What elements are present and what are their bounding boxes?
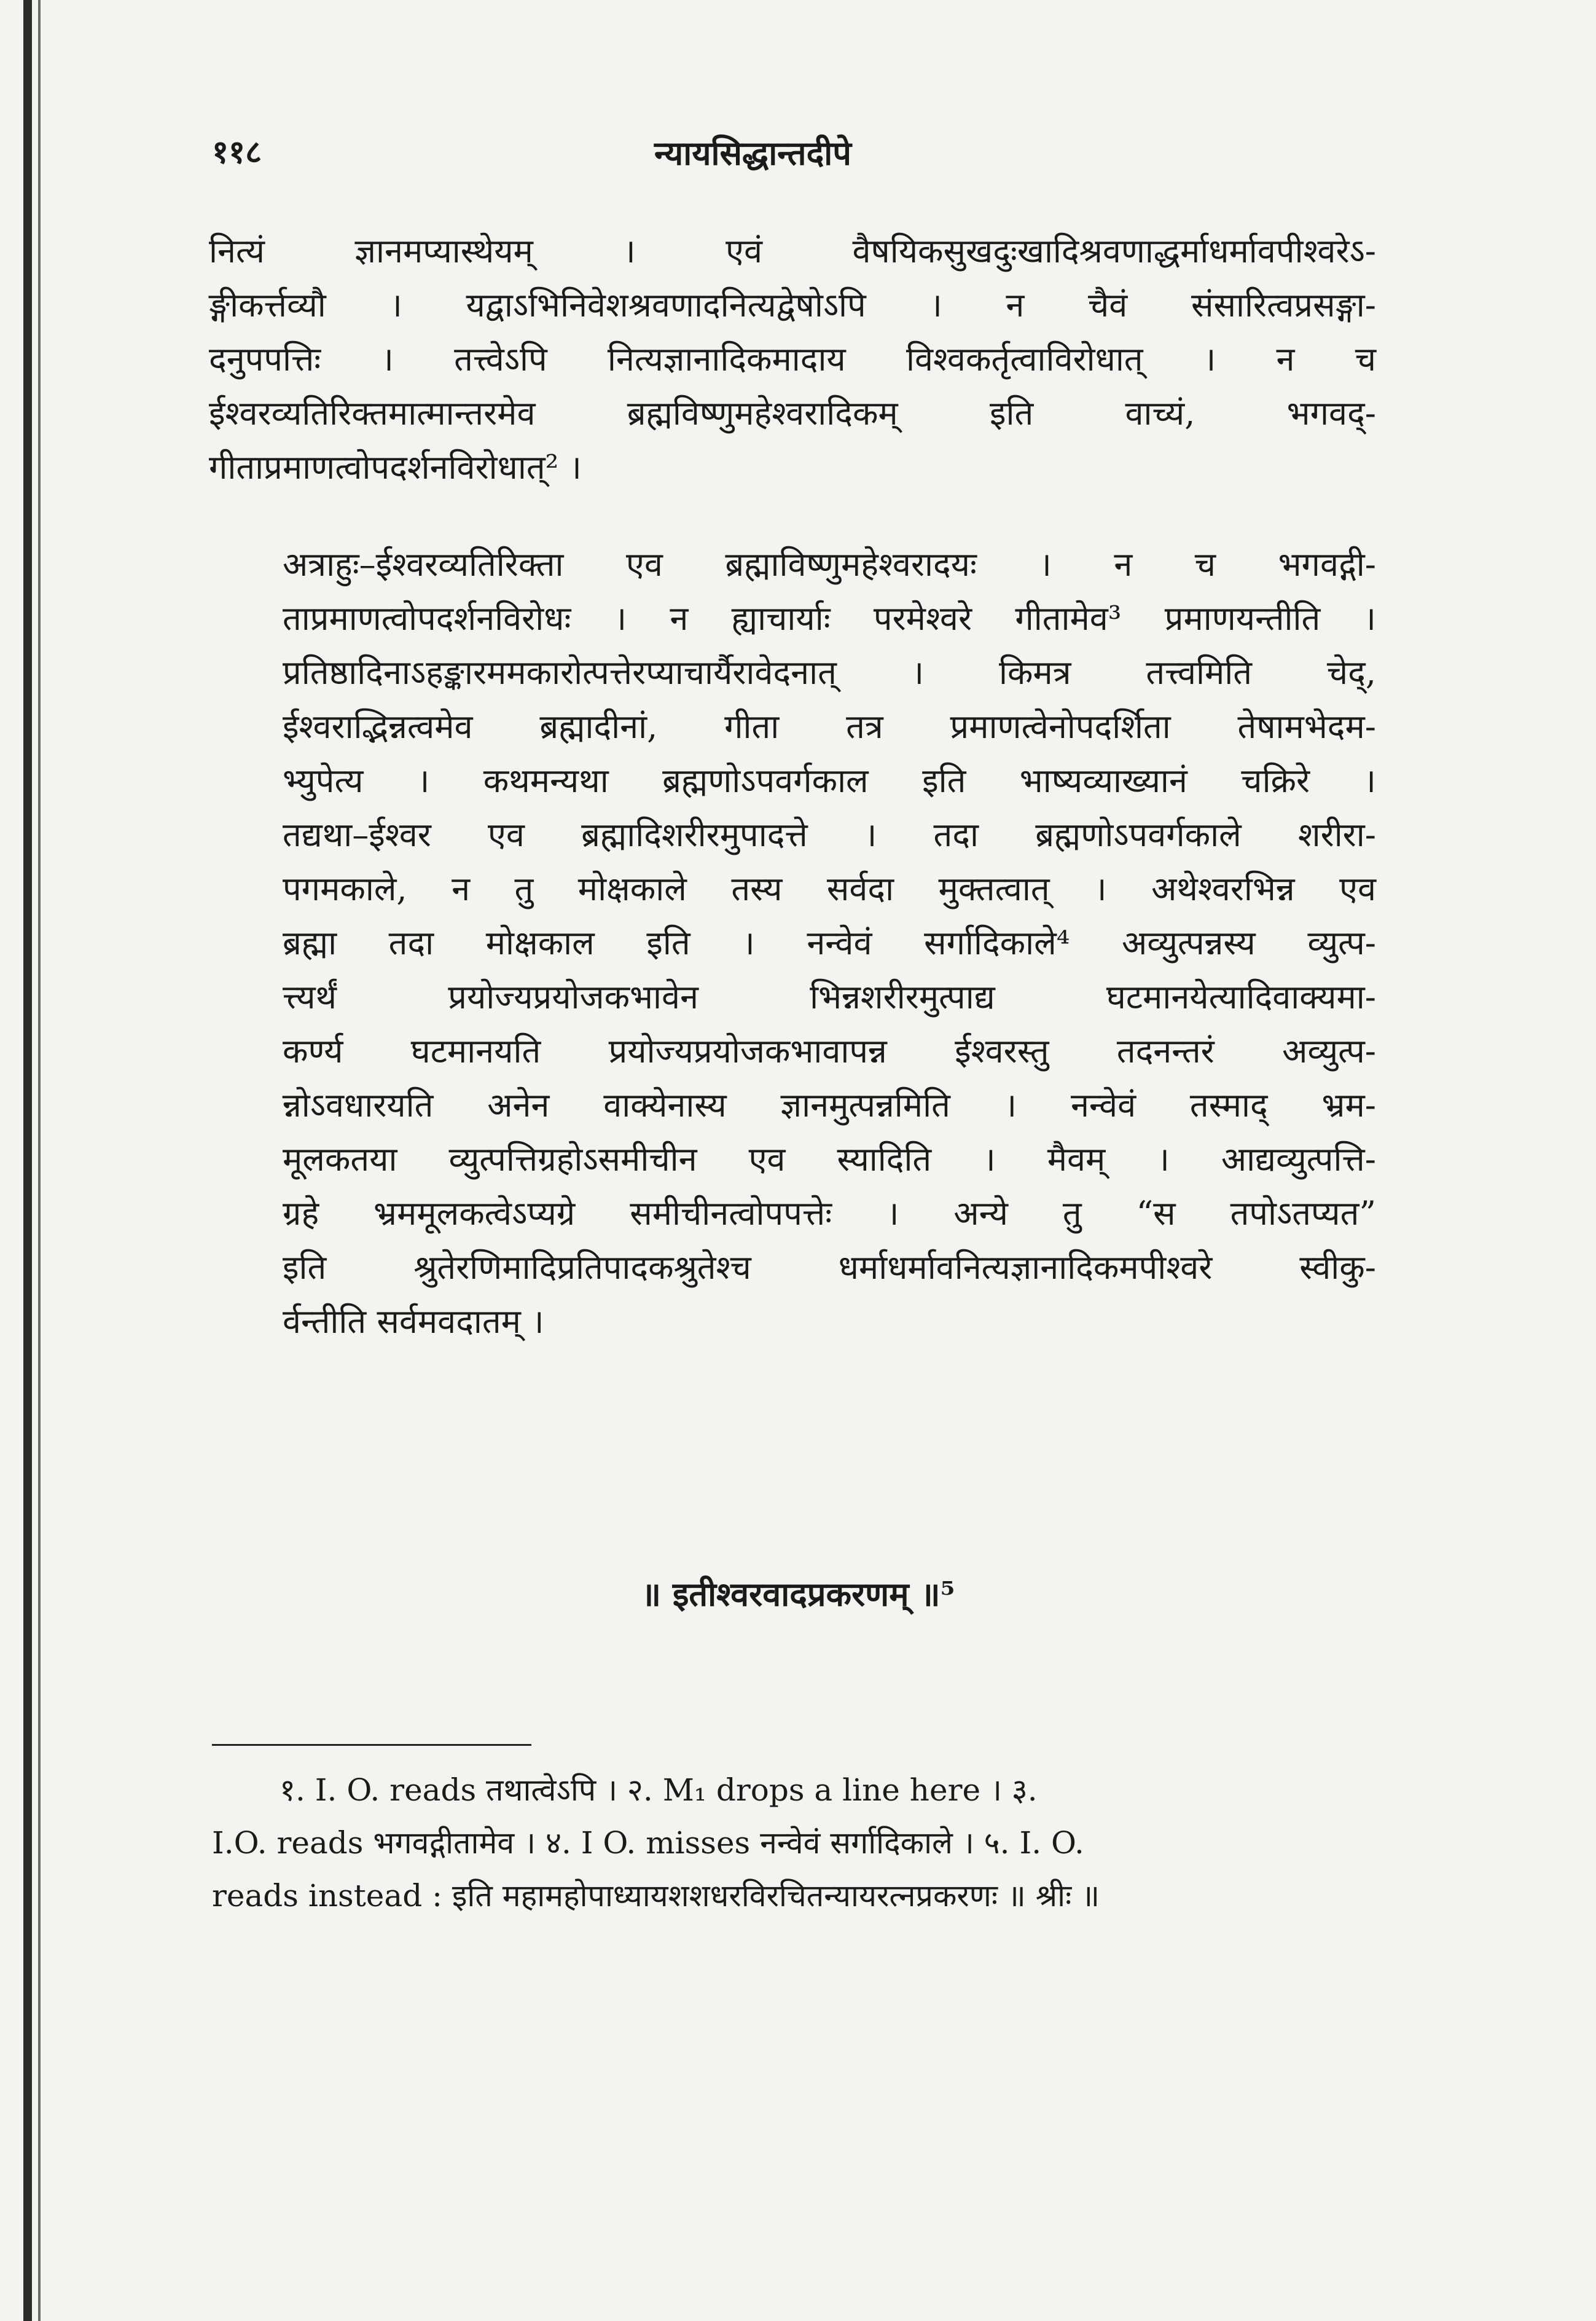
text-line: कर्ण्य घटमानयति प्रयोज्यप्रयोजकभावापन्न ईश्वरस्तु तदनन्तरं अव्युत्प-: [283, 1032, 1376, 1070]
text-line: नित्यं ज्ञानमप्यास्थेयम् । एवं वैषयिकसुखदुःखादिश्रवणाद्धर्माधर्मावपीश्वरेऽ-: [209, 232, 1376, 270]
text-line: न्नोऽवधारयति अनेन वाक्येनास्य ज्ञानमुत्पन्नमिति । नन्वेवं तस्माद् भ्रम-: [283, 1086, 1376, 1125]
running-title: न्यायसिद्धान्तदीपे: [654, 133, 851, 173]
text-line: तद्यथा–ईश्वर एव ब्रह्मादिशरीरमुपादत्ते । तदा ब्रह्मणोऽपवर्गकाले शरीरा-: [283, 815, 1376, 854]
footnote-divider: [212, 1744, 531, 1746]
footnote-line: I.O. reads भगवद्गीतामेव । ४. I O. misses नन्वेवं सर्गादिकाले । ५. I. O.: [212, 1825, 1084, 1861]
paragraph-2: [209, 538, 1376, 1349]
binding-edge-shadow: [38, 0, 41, 2321]
text-line: भ्युपेत्य । कथमन्यथा ब्रह्मणोऽपवर्गकाल इति भाष्यव्याख्यानं चक्रिरे ।: [283, 761, 1376, 800]
text-line: दनुपपत्तिः । तत्त्वेऽपि नित्यज्ञानादिकमादाय विश्वकर्तृत्वाविरोधात् । न च: [209, 340, 1376, 379]
text-line: अत्राहुः–ईश्वरव्यतिरिक्ता एव ब्रह्माविष्णुमहेश्वरादयः । न च भगवद्गी-: [283, 545, 1376, 584]
text-line: पगमकाले, न तु मोक्षकाले तस्य सर्वदा मुक्तत्वात् । अथेश्वरभिन्न एव: [283, 870, 1376, 908]
paragraph-1: [209, 224, 1376, 495]
text-line: ङ्गीकर्त्तव्यौ । यद्वाऽभिनिवेशश्रवणादनित्यद्वेषोऽपि । न चैवं संसारित्वप्रसङ्गा-: [209, 286, 1376, 324]
text-line: गीताप्रमाणत्वोपदर्शनविरोधात्² ।: [209, 448, 582, 487]
binding-edge: [23, 0, 32, 2321]
footnote-line: १. I. O. reads तथात्वेऽपि । २. M₁ drops a line here । ३.: [280, 1772, 1038, 1808]
footnote-line: reads instead : इति महामहोपाध्यायशशधरविरचितन्यायरत्नप्रकरणः ॥ श्रीः ॥: [212, 1878, 1100, 1914]
body-text: [209, 224, 1376, 1349]
page-number: ११८: [212, 133, 262, 171]
page-header: [212, 129, 1379, 184]
footnotes: [212, 1764, 1373, 1922]
text-line: ताप्रमाणत्वोपदर्शनविरोधः । न ह्याचार्याः परमेश्वरे गीतामेव³ प्रमाणयन्तीति ।: [283, 599, 1376, 638]
text-line: इति श्रुतेरणिमादिप्रतिपादकश्रुतेश्च धर्माधर्मावनित्यज्ञानादिकमपीश्वरे स्वीकु-: [283, 1248, 1376, 1287]
text-line: त्त्यर्थं प्रयोज्यप्रयोजकभावेन भिन्नशरीरमुत्पाद्य घटमानयेत्यादिवाक्यमा-: [283, 978, 1376, 1016]
text-line: ब्रह्मा तदा मोक्षकाल इति । नन्वेवं सर्गादिकाले⁴ अव्युत्पन्नस्य व्युत्प-: [283, 924, 1376, 962]
text-line: र्वन्तीति सर्वमवदातम् ।: [283, 1302, 544, 1341]
text-line: प्रतिष्ठादिनाऽहङ्कारममकारोत्पत्तेरप्याचार्यैरावेदनात् । किमत्र तत्त्वमिति चेद्,: [283, 653, 1376, 692]
text-line: मूलकतया व्युत्पत्तिग्रहोऽसमीचीन एव स्यादिति । मैवम् । आद्यव्युत्पत्ति-: [283, 1140, 1376, 1179]
text-line: ग्रहे भ्रममूलकत्वेऽप्यग्रे समीचीनत्वोपपत्तेः । अन्ये तु “स तपोऽतप्यत”: [283, 1194, 1376, 1233]
text-line: ईश्वरव्यतिरिक्तमात्मान्तरमेव ब्रह्मविष्णुमहेश्वरादिकम् इति वाच्यं, भगवद्-: [209, 394, 1376, 433]
section-colophon: ॥ इतीश्वरवादप्रकरणम् ॥⁵: [641, 1574, 955, 1614]
text-line: ईश्वराद्भिन्नत्वमेव ब्रह्मादीनां, गीता तत्र प्रमाणत्वेनोपदर्शिता तेषामभेदम-: [283, 707, 1376, 746]
